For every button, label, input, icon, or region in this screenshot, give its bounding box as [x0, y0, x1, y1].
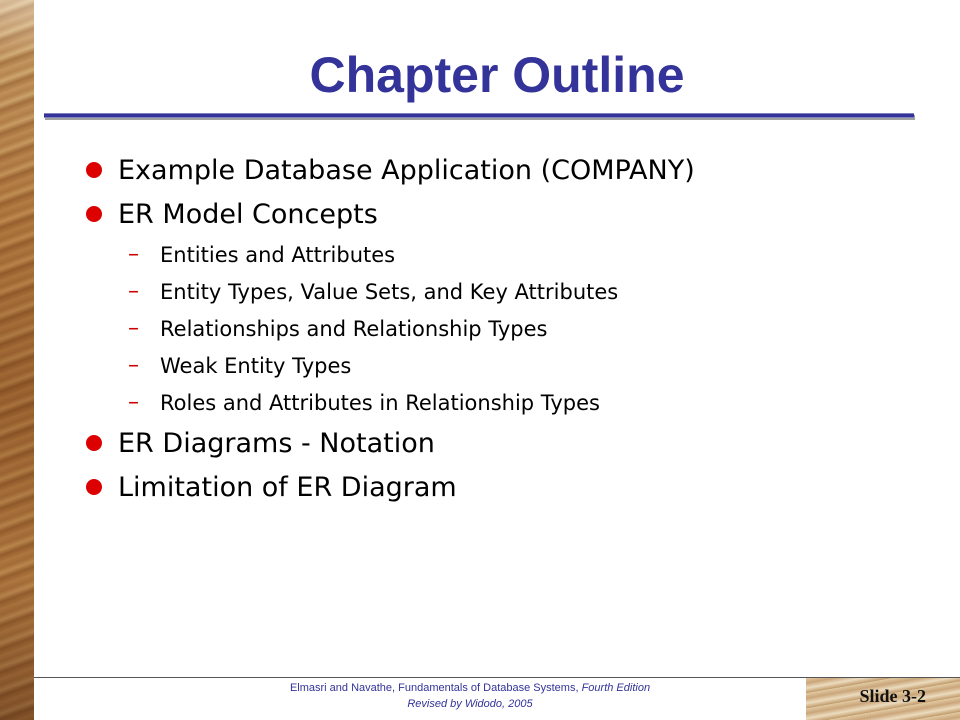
footer-credits	[200, 680, 740, 712]
sub-bullet-item	[86, 310, 906, 347]
dash-marker: –	[128, 279, 139, 304]
dash-marker: –	[128, 242, 139, 267]
bullet-text: ER Diagrams - Notation	[118, 427, 435, 459]
sub-bullet-item	[86, 347, 906, 384]
sub-bullet-text: Relationships and Relationship Types	[160, 316, 548, 341]
sub-bullet-text: Weak Entity Types	[160, 353, 352, 378]
sub-bullet-text: Entities and Attributes	[160, 242, 396, 267]
slide-number: Slide 3-2	[859, 686, 926, 706]
title-divider	[44, 113, 914, 118]
sub-bullet-item	[86, 273, 906, 310]
bullet-text: Limitation of ER Diagram	[118, 471, 457, 503]
bullet-item	[86, 421, 906, 465]
sub-bullet-item	[86, 384, 906, 421]
dash-marker: –	[128, 353, 139, 378]
bullet-item	[86, 148, 906, 192]
sub-bullet-text: Roles and Attributes in Relationship Types	[160, 390, 600, 415]
bullet-text: Example Database Application (COMPANY)	[118, 154, 695, 186]
slide-title: Chapter Outline	[309, 47, 685, 103]
bullet-list	[86, 148, 906, 509]
sub-bullet-text: Entity Types, Value Sets, and Key Attributes	[160, 279, 619, 304]
bullet-item	[86, 192, 906, 236]
bullet-dot-icon	[86, 479, 102, 495]
footer-line-1	[200, 680, 740, 696]
dash-marker: –	[128, 316, 139, 341]
bullet-dot-icon	[86, 206, 102, 222]
footer-authors: Elmasri and Navathe, Fundamentals of Database Systems,	[289, 682, 582, 694]
bullet-dot-icon	[86, 162, 102, 178]
bullet-dot-icon	[86, 435, 102, 451]
slide-number-box	[806, 678, 960, 720]
decorative-sand-strip	[0, 0, 34, 720]
footer-line-2: Revised by Widodo, 2005	[407, 698, 533, 710]
dash-marker: –	[128, 390, 139, 415]
bullet-item	[86, 465, 906, 509]
sub-bullet-item	[86, 236, 906, 273]
footer-edition: Fourth Edition	[581, 682, 651, 694]
bullet-text: ER Model Concepts	[118, 198, 378, 230]
